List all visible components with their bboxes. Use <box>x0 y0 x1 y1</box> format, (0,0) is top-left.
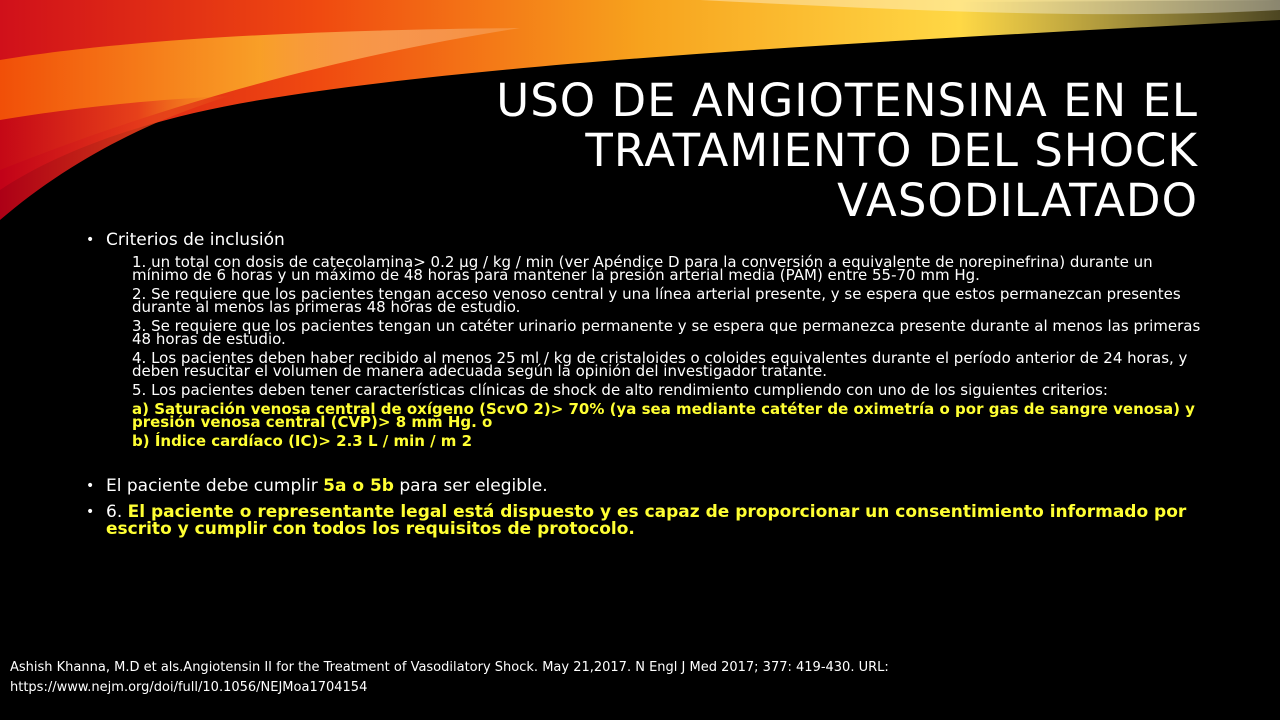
criteria-item-2: 2. Se requiere que los pacientes tengan acceso venoso central y una línea arterial presente, y se espera que estos permanezcan presentes durante al menos las primeras 48 horas de estudio. <box>132 285 1181 316</box>
criteria-item-4: 4. Los pacientes deben haber recibido al menos 25 ml / kg de cristaloides o coloides equivalentes durante el período anterior de 24 horas, y deben resucitar el volumen de manera adecuada según la opinión del investigador tratante. <box>132 349 1188 380</box>
slide-title-line-1: USO DE ANGIOTENSINA EN EL <box>496 74 1198 127</box>
eligibility-suffix: para ser elegible. <box>393 476 548 496</box>
eligibility-prefix: El paciente debe cumplir <box>106 476 324 496</box>
citation <box>10 658 1010 698</box>
slide-title-line-2: TRATAMIENTO DEL SHOCK <box>585 124 1198 177</box>
consent-text: El paciente o representante legal está dispuesto y es capaz de proporcionar un consentimiento informado por escrito y cumplir con todos los requisitos de protocolo. <box>106 502 1187 539</box>
criteria-item-3: 3. Se requiere que los pacientes tengan un catéter urinario permanente y se espera que permanezca presente durante al menos las primeras 48 horas de estudio. <box>132 317 1201 348</box>
consent-bullet <box>86 504 1206 538</box>
criteria-option-b: b) Índice cardíaco (IC)> 2.3 L / min / m 2 <box>132 432 473 450</box>
bullet-marker: • <box>86 478 95 494</box>
citation-line-1: Ashish Khanna, M.D et als.Angiotensin II for the Treatment of Vasodilatory Shock. May 21,2017. N Engl J Med 2017; 377: 419-430. URL: <box>10 660 889 675</box>
slide-title <box>398 76 1198 226</box>
eligibility-bullet <box>86 476 1206 496</box>
criteria-item-5: 5. Los pacientes deben tener características clínicas de shock de alto rendimiento cumpliendo con uno de los siguientes criterios: <box>132 381 1108 399</box>
criteria-heading: Criterios de inclusión <box>106 230 285 250</box>
criteria-option-a: a) Saturación venosa central de oxígeno (ScvO 2)> 70% (ya sea mediante catéter de oximetría o por gas de sangre venosa) y presión venosa central (CVP)> 8 mm Hg. o <box>132 400 1195 431</box>
eligibility-highlight: 5a o 5b <box>323 476 394 496</box>
bullet-marker: • <box>86 504 95 520</box>
criteria-item-1: 1. un total con dosis de catecolamina> 0.2 μg / kg / min (ver Apéndice D para la conversión a equivalente de norepinefrina) durante un mínimo de 6 horas y un máximo de 48 horas para mantener la presión arterial media (PAM) entre 55-70 mm Hg. <box>132 253 1153 284</box>
bullet-marker: • <box>86 232 95 248</box>
slide-title-line-3: VASODILATADO <box>837 174 1198 227</box>
slide-body <box>86 230 1206 538</box>
consent-number: 6. <box>106 502 128 522</box>
citation-url: https://www.nejm.org/doi/full/10.1056/NEJMoa1704154 <box>10 680 368 695</box>
criteria-heading-bullet <box>86 230 1206 250</box>
